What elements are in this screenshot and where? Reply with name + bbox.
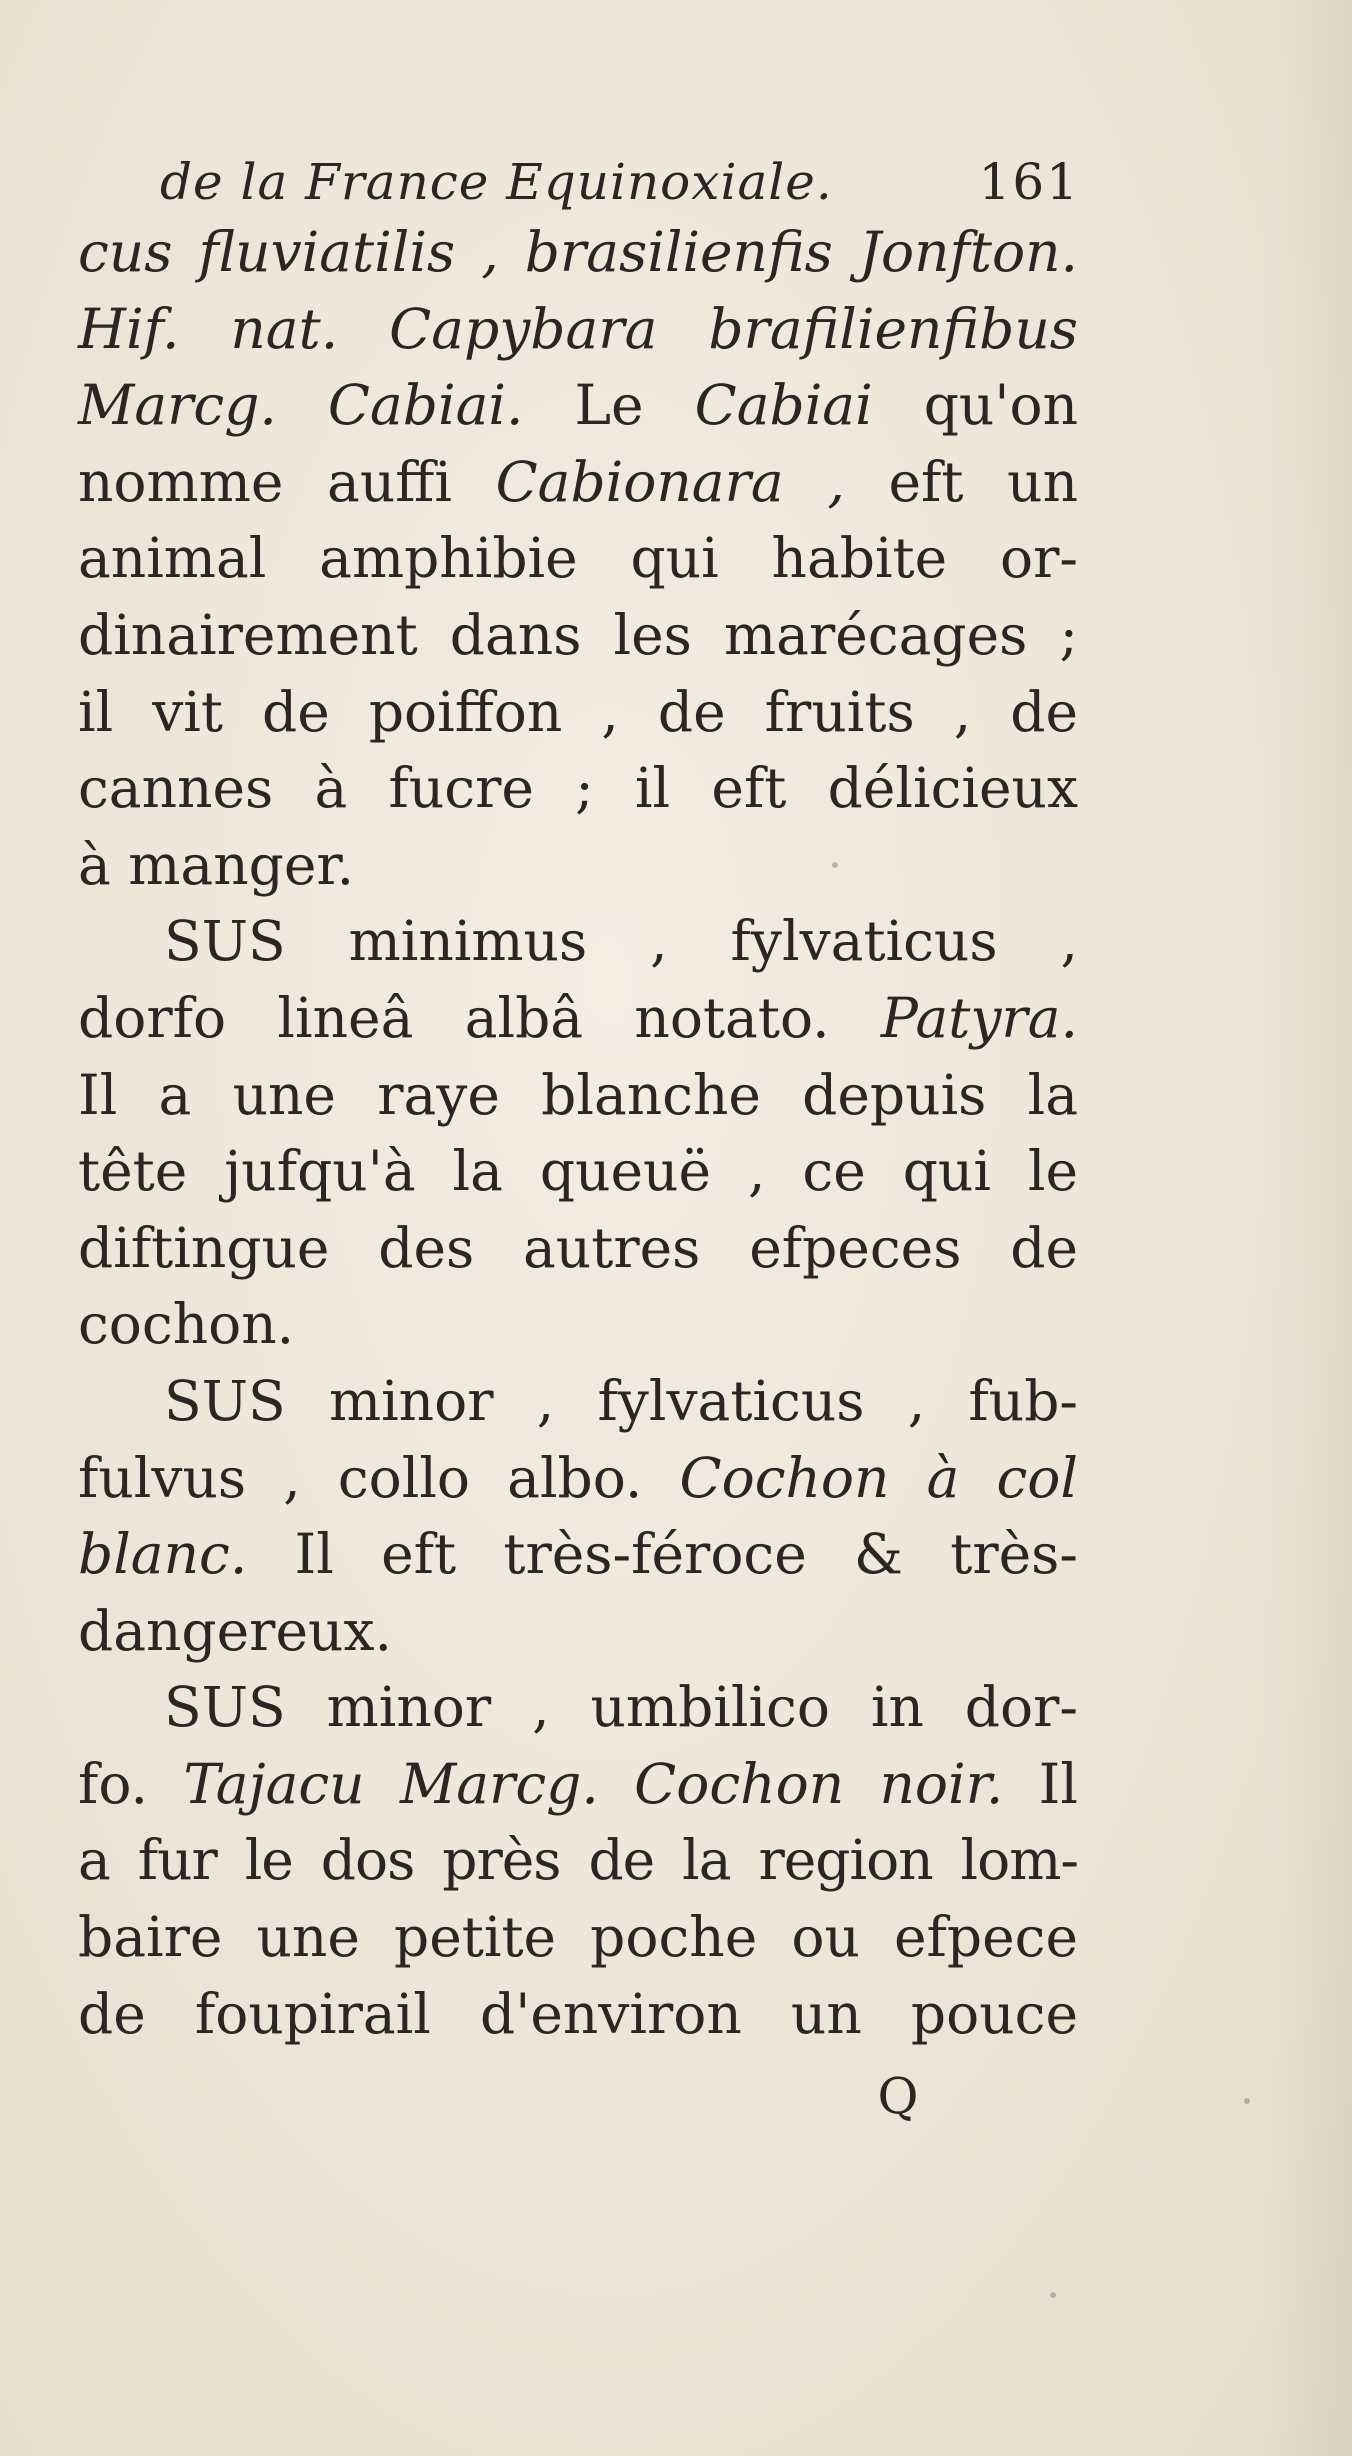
paper-speck (1244, 2098, 1250, 2104)
text-line: cochon. (78, 1292, 295, 1357)
text-line: de foupirail d'environ un pouce (78, 1981, 1078, 2046)
text-line: à manger. (78, 832, 355, 897)
text-line: Hif. nat. Capybara brafilienfibus (78, 296, 1078, 361)
text-line: blanc. Il eft très-féroce & très- (78, 1522, 1078, 1587)
running-title: de la France Equinoxiale. (160, 153, 833, 211)
text-line: a fur le dos près de la region lom- (78, 1828, 1078, 1893)
text-line: fo. Tajacu Marcg. Cochon noir. Il (78, 1751, 1078, 1816)
text-line: Marcg. Cabiai. Le Cabiai qu'on (78, 373, 1078, 438)
text-line: SUS minor , umbilico in dor- (164, 1675, 1078, 1740)
text-line: baire une petite poche ou efpece (78, 1905, 1078, 1970)
paper-speck (1050, 2292, 1056, 2298)
text-line: il vit de poiffon , de fruits , de (78, 679, 1078, 744)
text-line: SUS minimus , fylvaticus , (164, 909, 1078, 974)
page-header (160, 150, 1080, 214)
text-line: dinairement dans les marécages ; (78, 602, 1078, 667)
page-gutter-shadow (1262, 0, 1352, 2456)
signature-mark: Q (877, 2067, 919, 2125)
page-number: 161 (978, 153, 1080, 211)
text-line: animal amphibie qui habite or- (78, 526, 1078, 591)
text-line: SUS minor , fylvaticus , fub- (164, 1368, 1078, 1433)
paper-speck (832, 862, 838, 868)
text-line: diftingue des autres efpeces de (78, 1215, 1078, 1280)
text-line: fulvus , collo albo. Cochon à col (78, 1445, 1078, 1510)
text-line: cus fluviatilis , brasilienfis Jonfton. (78, 220, 1078, 284)
text-line: cannes à fucre ; il eft délicieux (78, 756, 1078, 821)
text-line: Il a une raye blanche depuis la (78, 1062, 1078, 1127)
text-line: tête jufqu'à la queuë , ce qui le (78, 1139, 1078, 1204)
body-text (78, 214, 1078, 2052)
text-line: dangereux. (78, 1598, 392, 1663)
text-line: dorfo lineâ albâ notato. Patyra. (78, 985, 1078, 1050)
text-line: nomme auffi Cabionara , eft un (78, 449, 1079, 514)
